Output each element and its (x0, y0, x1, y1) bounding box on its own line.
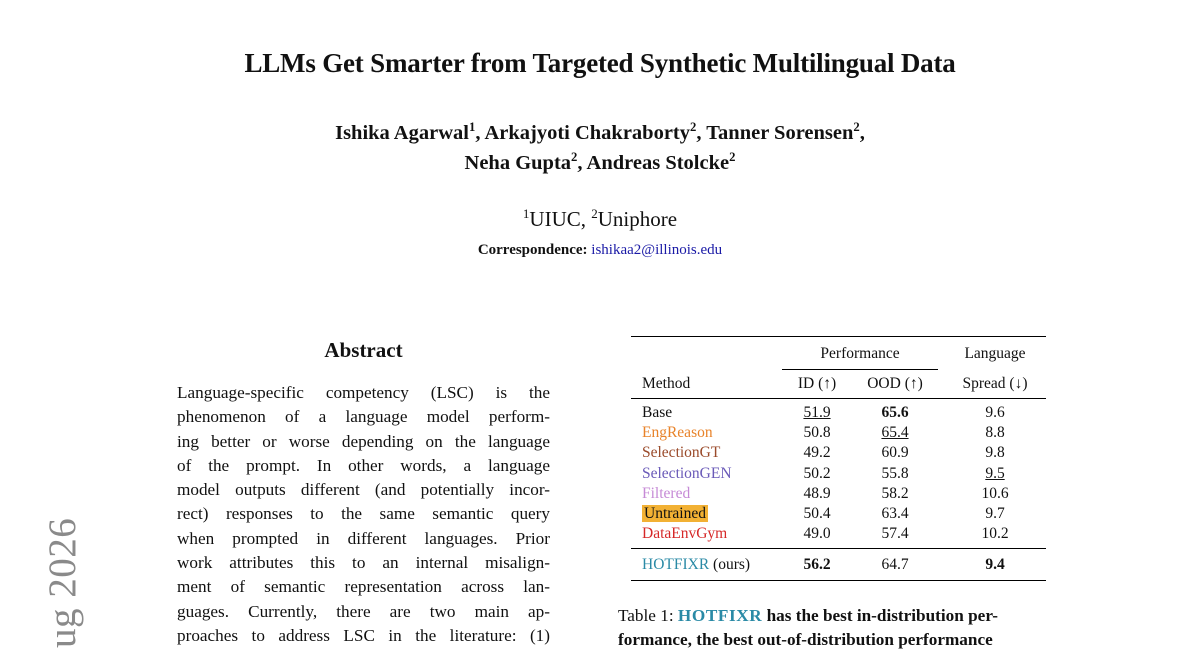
method-name: EngReason (642, 424, 713, 442)
ood-cell (852, 443, 938, 463)
table-row (631, 443, 1046, 463)
table-row (631, 423, 1046, 443)
spread-cell (938, 504, 1046, 524)
id-cell-value: 50.4 (803, 505, 831, 523)
author-separator: , (577, 152, 587, 174)
table-row (631, 504, 1046, 524)
spread-cell-value: 9.5 (985, 464, 1005, 482)
ood-cell (852, 464, 938, 484)
table-caption (618, 604, 1048, 652)
author-name: Arkajyoti Chakraborty (484, 122, 690, 144)
table-row (631, 524, 1046, 549)
id-cell (782, 549, 852, 581)
abstract-line: ment of semantic representation across lan- (177, 577, 550, 597)
author-affil-mark: 2 (853, 120, 860, 135)
method-cell (631, 464, 782, 484)
author-name: Tanner Sorensen (706, 122, 854, 144)
id-cell-value: 48.9 (803, 484, 831, 502)
method-suffix: (ours) (709, 555, 751, 573)
ood-cell (852, 504, 938, 524)
abstract-line: rect) responses to the same semantic query (177, 504, 550, 524)
spread-cell-value: 10.2 (981, 525, 1009, 543)
ood-cell (852, 423, 938, 443)
method-name: Filtered (642, 484, 691, 502)
id-cell (782, 524, 852, 549)
abstract-body (177, 381, 550, 648)
authors-line-2 (0, 152, 1200, 175)
author-affil-mark: 1 (468, 120, 476, 135)
id-cell-value: 51.9 (803, 404, 831, 421)
id-cell (782, 504, 852, 524)
arxiv-date-stamp: ug 2026 (41, 517, 84, 648)
abstract-line: guages. Currently, there are two main ap- (177, 601, 550, 621)
method-name: SelectionGT (642, 444, 721, 462)
id-cell-value: 50.8 (803, 424, 831, 442)
method-cell (631, 443, 782, 463)
table-row (631, 484, 1046, 504)
caption-prefix: Table 1: (618, 606, 678, 625)
ood-cell (852, 399, 938, 424)
author-name: Andreas Stolcke (586, 152, 730, 174)
abstract-line: ing better or worse depending on the language (177, 431, 550, 451)
method-cell (631, 524, 782, 549)
ood-cell (852, 484, 938, 504)
ood-cell-value: 65.4 (881, 424, 909, 442)
ood-cell-value: 57.4 (881, 525, 909, 543)
spread-cell-value: 9.4 (985, 555, 1005, 573)
author-affil-mark: 2 (729, 150, 736, 165)
column-header-method: Method (642, 374, 691, 392)
author-separator: , (859, 122, 865, 144)
spread-cell (938, 524, 1046, 549)
spread-cell (938, 399, 1046, 424)
spread-cell-value: 9.8 (985, 444, 1005, 462)
method-name: Untrained (644, 505, 706, 523)
method-cell (631, 504, 782, 524)
abstract-line: Language-specific competency (LSC) is the (177, 383, 550, 402)
method-name: Base (642, 404, 673, 421)
method-cell (631, 484, 782, 504)
author-separator: , (696, 122, 707, 144)
id-cell (782, 464, 852, 484)
author-affil-mark: 2 (571, 150, 578, 165)
spread-cell-value: 10.6 (981, 484, 1009, 502)
method-name: SelectionGEN (642, 464, 732, 482)
author-separator: , (475, 122, 485, 144)
author-name: Ishika Agarwal (335, 122, 469, 144)
id-cell (782, 423, 852, 443)
method-cell (631, 549, 782, 581)
table-row-ours (631, 549, 1046, 581)
spread-cell (938, 443, 1046, 463)
id-cell-value: 50.2 (803, 464, 831, 482)
abstract-line: work attributes this to an internal misalign- (177, 553, 550, 573)
group-header-language: Language (964, 345, 1026, 363)
correspondence (0, 242, 1200, 259)
abstract-line: proaches to address LSC in the literature: (1) (177, 625, 550, 645)
ood-cell-value: 55.8 (881, 464, 909, 482)
method-cell (631, 423, 782, 443)
abstract-line: phenomenon of a language model perform- (177, 407, 550, 427)
affiliation-mark: 1 (522, 205, 530, 221)
group-header-performance: Performance (782, 337, 938, 370)
abstract-line: model outputs different (and potentially incor- (177, 480, 550, 500)
table-row (631, 464, 1046, 484)
results-table (631, 336, 1046, 581)
caption-line2: formance, the best out-of-distribution performance (618, 630, 993, 649)
table-row (631, 399, 1046, 424)
author-affil-mark: 2 (690, 120, 697, 135)
ood-cell-value: 58.2 (881, 484, 909, 502)
id-cell (782, 484, 852, 504)
affiliation-name: UIUC (529, 207, 581, 231)
ood-cell-value: 60.9 (881, 444, 909, 462)
id-cell-value: 49.0 (803, 525, 831, 543)
column-header-id: ID (↑) (797, 375, 837, 392)
ood-cell (852, 524, 938, 549)
spread-cell (938, 423, 1046, 443)
ood-cell-value: 64.7 (881, 555, 909, 573)
caption-line1: has the best in-distribution per- (762, 606, 999, 625)
caption-brand: HOTFIXR (677, 606, 763, 625)
spread-cell (938, 549, 1046, 581)
spread-cell-value: 9.6 (985, 404, 1005, 421)
abstract-line: of the prompt. In other words, a language (177, 455, 550, 475)
method-cell (631, 399, 782, 424)
affiliation-separator: , (580, 207, 592, 231)
abstract-line: when prompted in different languages. Prior (177, 528, 550, 548)
spread-cell-value: 9.7 (985, 505, 1005, 523)
column-header-ood: OOD (↑) (867, 375, 923, 392)
spread-cell (938, 464, 1046, 484)
author-name: Neha Gupta (464, 152, 572, 174)
correspondence-label: Correspondence: (477, 242, 588, 258)
column-header-spread: Spread (↓) (962, 374, 1028, 392)
spread-cell (938, 484, 1046, 504)
affiliation-name: Uniphore (597, 207, 678, 231)
authors-line-1 (0, 122, 1200, 145)
ood-cell (852, 549, 938, 581)
affiliation-mark: 2 (591, 205, 598, 221)
affiliations (0, 207, 1200, 232)
paper-title: LLMs Get Smarter from Targeted Synthetic Multilingual Data (244, 48, 956, 78)
correspondence-email-link[interactable]: ishikaa2@illinois.edu (591, 242, 723, 258)
ood-cell-value: 65.6 (881, 404, 909, 421)
id-cell (782, 443, 852, 463)
ood-cell-value: 63.4 (881, 505, 909, 523)
id-cell-value: 56.2 (803, 555, 831, 573)
id-cell (782, 399, 852, 424)
spread-cell-value: 8.8 (985, 424, 1005, 442)
method-brand: HOTFIXR (642, 555, 710, 573)
id-cell-value: 49.2 (803, 444, 831, 462)
method-name: DataEnvGym (642, 525, 728, 543)
abstract-heading: Abstract (324, 338, 403, 362)
